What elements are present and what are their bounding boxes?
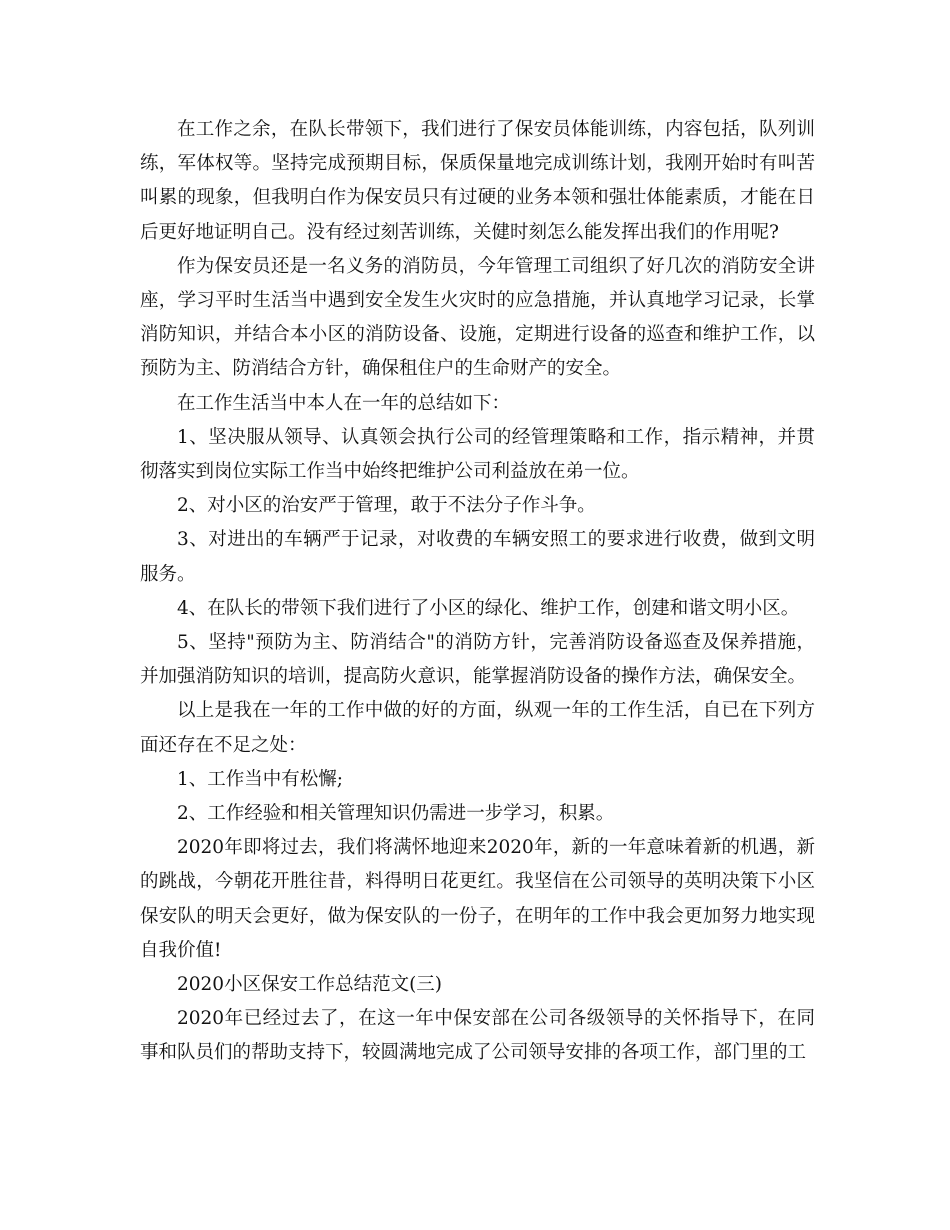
paragraph-6: 2020年已经过去了，在这一年中保安部在公司各级领导的关怀指导下，在同事和队员们的帮助支持下，较圆满地完成了公司领导安排的各项工作，部门里的工 [140,1008,815,1064]
list-item-4: 4、在队长的带领下我们进行了小区的绿化、维护工作，创建和谐文明小区。 [177,597,800,619]
paragraph-1: 在工作之余，在队长带领下，我们进行了保安员体能训练，内容包括，队列训练，军体权等。坚持完成预期目标，保质保量地完成训练计划，我刚开始时有叫苦叫累的现象，但我明白作为保安员只有过硬的业务本领和强壮体能素质，才能在日后更好地证明自己。没有经过刻苦训练，关健时刻怎么能发挥出我们的作用呢? [140,119,815,243]
shortcoming-item-2: 2、工作经验和相关管理知识仍需进一步学习，积累。 [177,803,615,825]
list-item-5: 5、坚持"预防为主、防消结合"的消防方针，完善消防设备巡查及保养措施，并加强消防知识的培训，提高防火意识，能掌握消防设备的操作方法，确保安全。 [140,632,815,688]
shortcoming-item-1: 1、工作当中有松懈; [177,768,344,790]
section-heading: 2020小区保安工作总结范文(三) [177,974,443,996]
paragraph-5: 2020年即将过去，我们将满怀地迎来2020年，新的一年意味着新的机遇，新的跳战，今朝花开胜往昔，料得明日花更红。我坚信在公司领导的英明决策下小区保安队的明天会更好，做为保安队的一份子，在明年的工作中我会更加努力地实现自我价值! [140,837,815,961]
paragraph-3: 在工作生活当中本人在一年的总结如下： [177,392,511,414]
list-item-1: 1、坚决服从领导、认真领会执行公司的经管理策略和工作，指示精神，并贯彻落实到岗位实际工作当中始终把维护公司利益放在弟一位。 [140,426,815,483]
paragraph-2: 作为保安员还是一名义务的消防员，今年管理工司组织了好几次的消防安全讲座，学习平时生活当中遇到安全发生火灾时的应急措施，并认真地学习记录，长掌消防知识，并结合本小区的消防设备、设施，定期进行设备的巡查和维护工作，以预防为主、防消结合方针，确保租住户的生命财产的安全。 [140,255,815,380]
paragraph-4: 以上是我在一年的工作中做的好的方面，纵观一年的工作生活，自已在下列方面还存在不足之处： [140,700,815,756]
list-item-3: 3、对进出的车辆严于记录，对收费的车辆安照工的要求进行收费，做到文明服务。 [140,529,815,585]
document-body [140,113,815,1071]
list-item-2: 2、对小区的治安严于管理，敢于不法分子作斗争。 [177,495,596,517]
